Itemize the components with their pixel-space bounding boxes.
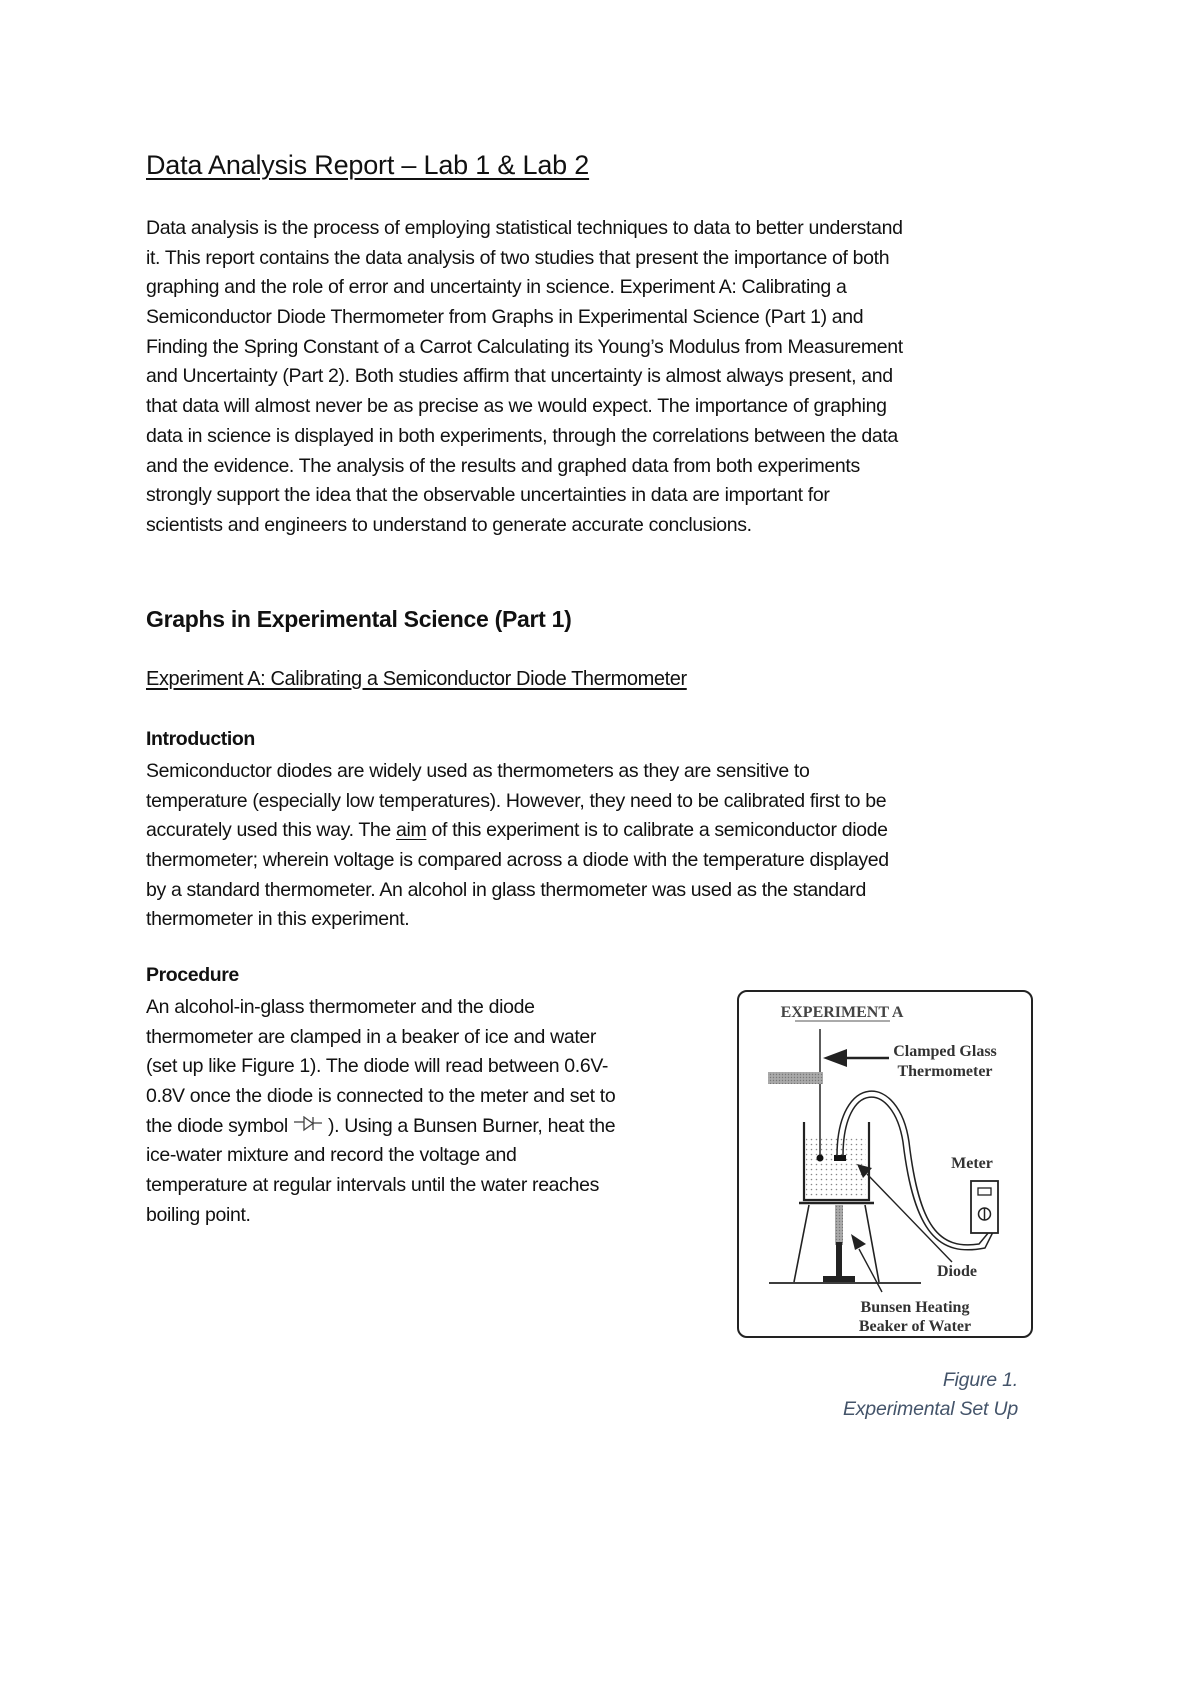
experiment-heading: Experiment A: Calibrating a Semiconductor Diode Thermometer: [146, 668, 687, 690]
svg-text:Diode: Diode: [937, 1263, 977, 1280]
introduction-line: thermometer in this experiment.: [146, 908, 410, 931]
svg-text:EXPERIMENT A: EXPERIMENT A: [780, 1004, 904, 1021]
svg-text:Thermometer: Thermometer: [897, 1063, 993, 1080]
figure-experiment-setup: [737, 990, 1033, 1338]
introduction-line: thermometer; wherein voltage is compared across a diode with the temperature displayed: [146, 849, 889, 872]
procedure-paragraph: [146, 993, 615, 1231]
introduction-line: temperature (especially low temperatures). However, they need to be calibrated first to be: [146, 789, 887, 812]
text-span: ). Using a Bunsen Burner, heat the: [322, 1114, 616, 1137]
intro-line: it. This report contains the data analysis of two studies that present the importance of both: [146, 246, 890, 269]
intro-line: that data will almost never be as precise as we would expect. The importance of graphing: [146, 395, 887, 418]
procedure-line: [146, 1112, 615, 1142]
procedure-heading: Procedure: [146, 964, 239, 986]
text-span: of this experiment is to calibrate a semiconductor diode: [426, 819, 888, 842]
introduction-heading: Introduction: [146, 728, 255, 750]
figure-caption: [843, 1366, 1018, 1424]
introduction-line: by a standard thermometer. An alcohol in glass thermometer was used as the standard: [146, 878, 866, 901]
introduction-paragraph: [146, 757, 889, 935]
text-span: the diode symbol: [146, 1114, 293, 1137]
procedure-line: (set up like Figure 1). The diode will read between 0.6V-: [146, 1055, 609, 1078]
intro-line: Data analysis is the process of employing statistical techniques to data to better understand: [146, 217, 903, 239]
text-span: accurately used this way. The: [146, 819, 396, 842]
svg-text:Bunsen Heating: Bunsen Heating: [860, 1299, 970, 1316]
procedure-line: thermometer are clamped in a beaker of ice and water: [146, 1025, 597, 1048]
section-heading: Graphs in Experimental Science (Part 1): [146, 606, 572, 632]
intro-line: data in science is displayed in both experiments, through the correlations between the data: [146, 424, 898, 447]
intro-line: graphing and the role of error and uncertainty in science. Experiment A: Calibrating a: [146, 276, 847, 299]
figure-number: Figure 1.: [942, 1369, 1018, 1391]
aim-underlined: aim: [396, 819, 427, 842]
intro-paragraph: [146, 214, 903, 541]
intro-line: strongly support the idea that the observable uncertainties in data are important for: [146, 484, 830, 507]
document-title: Data Analysis Report – Lab 1 & Lab 2: [146, 150, 590, 180]
introduction-line: [146, 816, 889, 846]
svg-text:Clamped Glass: Clamped Glass: [893, 1043, 997, 1060]
experiment-diagram-icon: [739, 992, 1031, 1336]
procedure-line: 0.8V once the diode is connected to the meter and set to: [146, 1085, 616, 1108]
intro-line: Finding the Spring Constant of a Carrot Calculating its Young’s Modulus from Measurement: [146, 335, 903, 358]
svg-text:Beaker of Water: Beaker of Water: [858, 1318, 972, 1335]
introduction-line: Semiconductor diodes are widely used as thermometers as they are sensitive to: [146, 760, 810, 782]
intro-line: and Uncertainty (Part 2). Both studies affirm that uncertainty is almost always present, and: [146, 365, 893, 388]
intro-line: and the evidence. The analysis of the results and graphed data from both experiments: [146, 454, 860, 477]
procedure-line: temperature at regular intervals until the water reaches: [146, 1174, 599, 1197]
intro-line: scientists and engineers to understand to generate accurate conclusions.: [146, 513, 752, 536]
svg-text:Meter: Meter: [951, 1155, 993, 1172]
diode-symbol-icon: [293, 1114, 323, 1132]
procedure-line: ice-water mixture and record the voltage and: [146, 1144, 517, 1167]
intro-line: Semiconductor Diode Thermometer from Graphs in Experimental Science (Part 1) and: [146, 306, 864, 329]
procedure-line: boiling point.: [146, 1203, 251, 1226]
figure-description: Experimental Set Up: [842, 1398, 1018, 1420]
procedure-line: An alcohol-in-glass thermometer and the diode: [146, 996, 535, 1018]
